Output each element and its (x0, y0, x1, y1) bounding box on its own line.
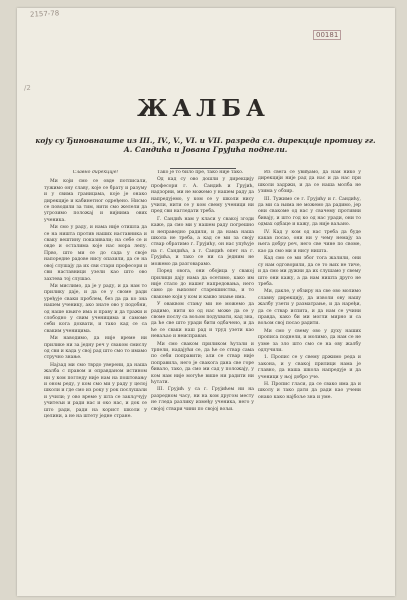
salutation: Славно дирекције! (72, 170, 119, 175)
paragraph: Ми који смо се овде потписали, тужимо ону славу, које се брату и разуму и у свима границама, које је онако дирекције и кабинетног одређено. Нисмо се поводили за тим, нити смо желели да угрозимо положај и вијнима ових ученика. (44, 179, 147, 223)
paragraph: Ми мислимо, да је у раду, и да нам то прилику даје, и да се у своме ради уређује сваки проблем, без да да ко зна нашем ученику, ако знате ово у подобни, од наше књиге има и праву и да тражи и слободно у свим ученицима и самоме себи кога дохвати, и тако кад се са сваким ученицима. (44, 283, 147, 334)
paragraph: Кад смо се ми због тога жалили, они су нам одговорили, да се то њих не тиче, и да смо ми дужни да их слушамо у свему што они кажу, а да нам ништа друго не треба. (258, 256, 361, 287)
title-rule (170, 168, 236, 169)
inventory-stamp: 00181 (313, 30, 341, 40)
paragraph: Ми наводимо, да није време ни прилике ни за једну реч у сваком смислу од сви и када у свој рад што смо то имамо стручно знање. (44, 336, 147, 361)
paragraph: Ми, дакле, у обзиру на све ово молимо славну дирекцију, да изволи ову нашу жалбу узети у разматрање, и да наређи, да се ствар испита, и да нам се учини правда, како би ми могли мирно и са вољом свој посао радити. (258, 289, 361, 327)
paragraph: Г. Сандић нам у класи у свакој згоди каже, да смо ми у нашем раду погрешно и неправедно радили, и да нама наша школа не треба, а кад се ми за своју ствар обратимо г. Грујићу, он нас упућује на г. Сандића, а г. Сандић опет на г. Грујића, и тако се ни са једним не можемо да разговарамо. (151, 216, 254, 267)
paragraph: IV. Кад у ком од нас треба да буде какав посао, они ни у чему немају за њега добру реч, него све чине по своме, као да смо ми и нису ништа. (258, 229, 361, 254)
paragraph: Ми смо сваком приликом ћутали и трпели, надајући се, да ће се ствар сама по себи поправити; али се ствар није поправила, него је свакога дана све горе бивало, тако, да смо ми сад у положају, у ком нам није могуће више ни радити ни ћутати. (151, 341, 254, 385)
document-title: ЖАЛБА (137, 95, 270, 122)
archive-number: 2157-78 (29, 9, 60, 19)
paragraph: III. Тужимо се г. Грујићу и г. Сандићу, да ми са њима не можемо да радимо, јер они свакоме од нас у свачему противни бивају, и што год ко од нас уради, они то одмах одбаце и кажу, да није ваљано. (258, 196, 361, 228)
paragraph: Н. Пропис гласи, да се свако има да и школу и тако дати да ради као учени онако како најбоље зна и уме. (258, 382, 361, 400)
paragraph: Из свега се увиђамо, да нам нико у дирекцији није рад да нас и да нас при школи задржи, и да се наша молба не узима у обзир. (258, 170, 361, 195)
paragraph: Ми смо у раду, и нама није отишла да се на ништа против наших наставника и сваку вештину показивали; на себе се и овде и осталима коje нас мора лепу. Прво, што ми се до сада у своје напоредне радове нису опазили, да се на овој слушају да их сви стари професори и сви наставници узели као што ово захтева тој слушао. (44, 225, 147, 282)
paragraph: Од кад су ово дошли у дирекцију професори г. А. Сандић и Грујић, надзорни, ми не можемо у нашем раду да напредујемо, у ком се у школи нису учили, нити се у ком свему ученици ни пред сви нагледати треба. (151, 177, 254, 215)
paragraph: Ми смо у свему ово у духу наших прописа поднели, и молимо, да нам се не узме за зло што смо се на ову жалбу одлучили. (258, 328, 361, 353)
paragraph: Поред овога, они обојица у свакој прилици дају нама да осетимо, како им није стало до нашег напредовања, него само до њиховог старешинства, и то свакоме који у ком и какво знање има. (151, 269, 254, 300)
paragraph: III. Грујић у са г. Грујићем ни на разредном часу, ни на ком другом месту не гледа разлику између ученика, него у својој ствари чини по својој вољи. (151, 387, 254, 412)
paragraph: У оваквом стању ми не можемо да радимо, нити ко од нас може да се у своме послу са вољом подухвати, кад зна, да ће све што уради бити одбачено, и да ће се сваки наш рад и труд узети као неваљао и неисправан. (151, 302, 254, 340)
text-column-3 (258, 170, 361, 582)
paragraph: Тако је то било пре, тако није тако. (157, 170, 244, 175)
paragraph: 1. Пропис се у свему држимо реда и закона, и у свакој прилици нама је главно, да наша школа напредује и да ученици у њој добро уче. (258, 355, 361, 380)
margin-note: /2 (24, 84, 31, 92)
text-column-2 (151, 170, 254, 582)
document-subtitle: коју су Ђиновнаште из III., IV., V., VI. и VII. разреда сл. дирекције противу гг. А. Сандића и Јована Грујића поднели. (35, 136, 376, 154)
text-column-1 (44, 170, 147, 582)
paragraph: Најзад ми смо тврдо уверени, да наша жалба с правом и оправданом истином ни у ком погледу није нам на поштовању и оном реду, у ком смо ми у раду у целој школи и где смо из року у рок послушали и учили; у ово време у шта се закључују учитељи и ради нас и око нас, и док се што ради, ради на корист школи у целини, а не на штету једне стране. (44, 362, 147, 420)
